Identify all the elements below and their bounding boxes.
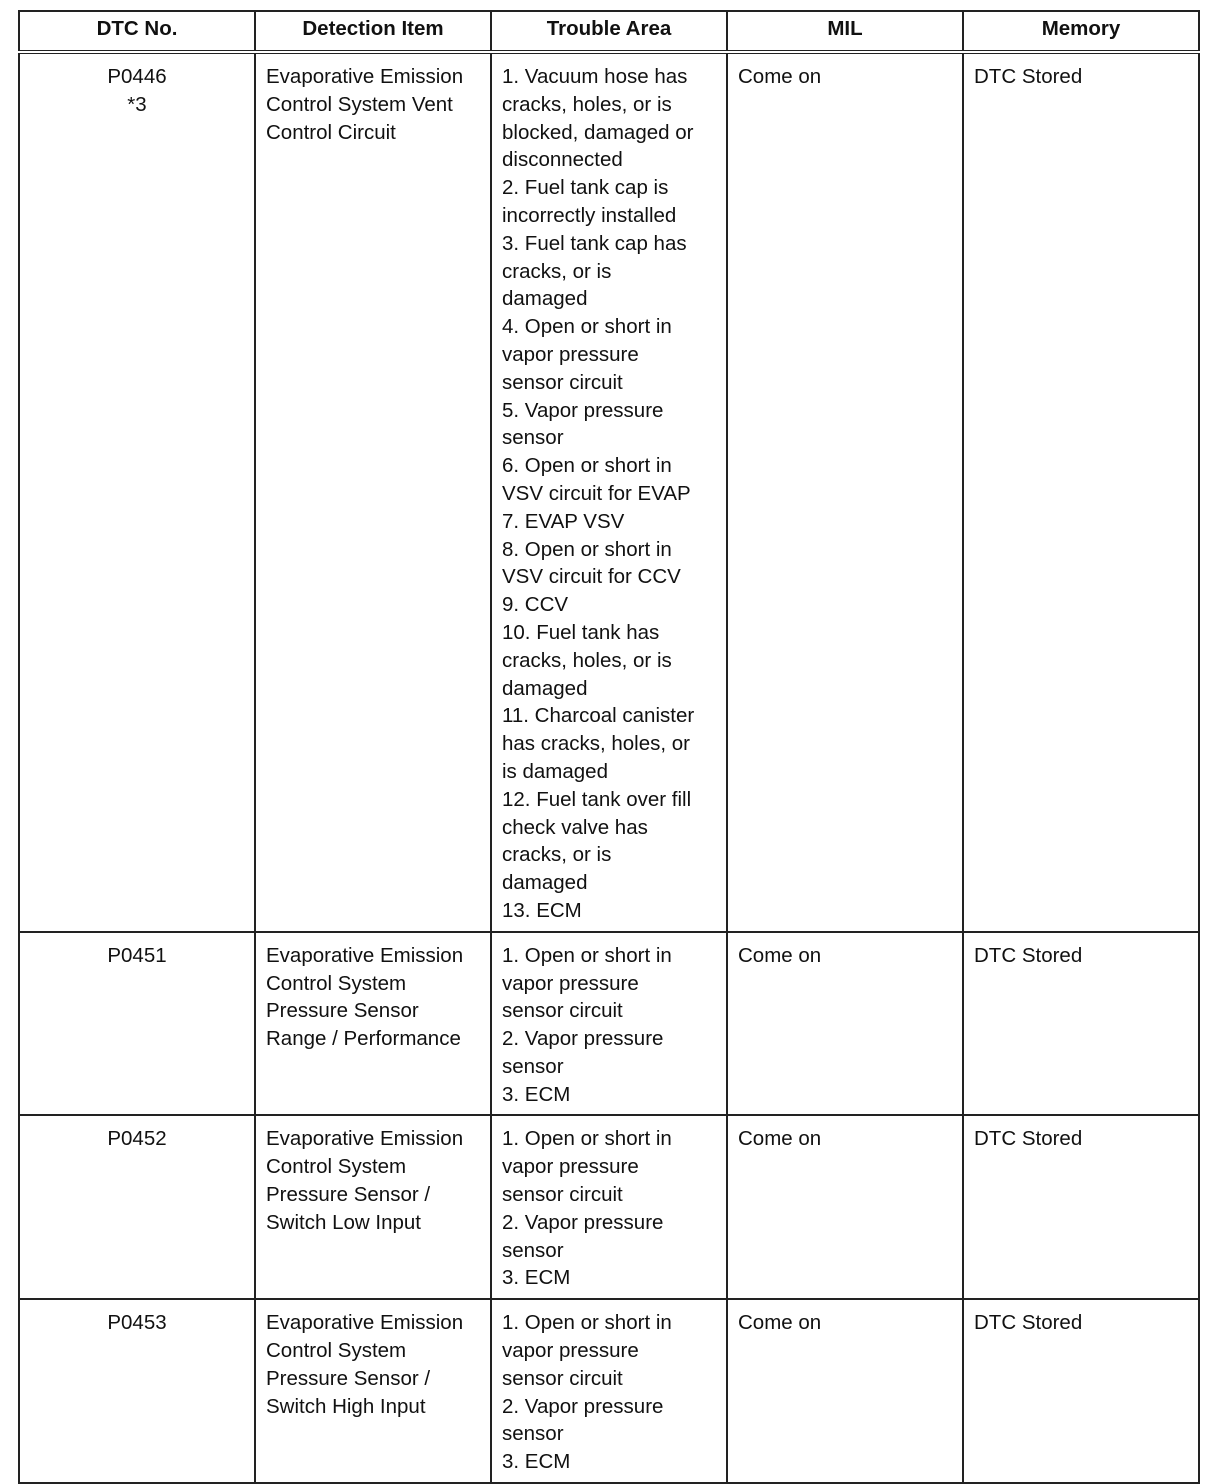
trouble-area-line: 9. CCV	[502, 593, 569, 617]
trouble-area-line: 3. ECM	[502, 1266, 571, 1290]
header-memory: Memory	[963, 11, 1199, 52]
trouble-area-line: 2. Vapor pressure	[502, 1394, 664, 1418]
trouble-area-line: sensor circuit	[502, 370, 623, 394]
detection-item-line: Evaporative Emission	[266, 943, 464, 967]
trouble-area-line: cracks, holes, or is	[502, 648, 672, 672]
mil-status: Come on	[727, 1115, 963, 1299]
table-row	[19, 52, 1199, 932]
trouble-area-line: is damaged	[502, 759, 608, 783]
detection-item-line: Control System	[266, 971, 407, 995]
table-row	[19, 1115, 1199, 1299]
detection-item	[255, 1299, 491, 1483]
trouble-area-line: damaged	[502, 287, 588, 311]
detection-item	[255, 52, 491, 932]
trouble-area-line: check valve has	[502, 815, 648, 839]
trouble-area-line: damaged	[502, 871, 588, 895]
trouble-area-line: 2. Fuel tank cap is	[502, 176, 669, 200]
trouble-area	[491, 52, 727, 932]
header-trouble-area: Trouble Area	[491, 11, 727, 52]
dtc-number	[19, 52, 255, 932]
trouble-area-line: sensor circuit	[502, 1366, 623, 1390]
trouble-area-line: 11. Charcoal canister	[502, 704, 695, 728]
dtc-number-line: *3	[127, 92, 147, 116]
trouble-area-line: 1. Open or short in	[502, 1311, 672, 1335]
detection-item-line: Control Circuit	[266, 120, 396, 144]
trouble-area-line: 12. Fuel tank over fill	[502, 787, 692, 811]
trouble-area-line: sensor circuit	[502, 999, 623, 1023]
table-row	[19, 1299, 1199, 1483]
trouble-area-line: vapor pressure	[502, 1155, 639, 1179]
trouble-area-line: 7. EVAP VSV	[502, 509, 625, 533]
dtc-number	[19, 1115, 255, 1299]
trouble-area-line: 2. Vapor pressure	[502, 1210, 664, 1234]
table-body	[19, 52, 1199, 1483]
trouble-area-line: 13. ECM	[502, 898, 582, 922]
trouble-area-line: VSV circuit for CCV	[502, 565, 681, 589]
detection-item-line: Evaporative Emission	[266, 1127, 464, 1151]
detection-item-line: Evaporative Emission	[266, 1311, 464, 1335]
memory-status: DTC Stored	[963, 52, 1199, 932]
trouble-area-line: has cracks, holes, or	[502, 732, 690, 756]
detection-item-line: Switch High Input	[266, 1394, 426, 1418]
dtc-number	[19, 932, 255, 1116]
detection-item-line: Evaporative Emission	[266, 65, 464, 88]
trouble-area-line: 6. Open or short in	[502, 454, 672, 478]
trouble-area-line: blocked, damaged or	[502, 120, 694, 144]
trouble-area-line: sensor	[502, 1422, 564, 1446]
header-row	[19, 11, 1199, 52]
trouble-area-line: 5. Vapor pressure	[502, 398, 664, 422]
trouble-area-line: cracks, holes, or is	[502, 92, 672, 116]
detection-item-line: Control System	[266, 1155, 407, 1179]
detection-item-line: Control System	[266, 1339, 407, 1363]
detection-item-line: Pressure Sensor /	[266, 1366, 431, 1390]
dtc-number-line: P0452	[107, 1127, 167, 1151]
detection-item-line: Pressure Sensor	[266, 999, 419, 1023]
trouble-area-line: sensor	[502, 1238, 564, 1262]
dtc-number-line: P0453	[107, 1311, 167, 1335]
detection-item-line: Pressure Sensor /	[266, 1183, 431, 1207]
trouble-area-line: vapor pressure	[502, 1339, 639, 1363]
dtc-number-line: P0446	[107, 65, 167, 88]
trouble-area-line: cracks, or is	[502, 843, 612, 867]
detection-item-line: Range / Performance	[266, 1027, 461, 1051]
memory-status: DTC Stored	[963, 932, 1199, 1116]
trouble-area-line: incorrectly installed	[502, 203, 677, 227]
trouble-area-line: sensor circuit	[502, 1183, 623, 1207]
trouble-area-line: vapor pressure	[502, 971, 639, 995]
trouble-area-line: sensor	[502, 1054, 564, 1078]
trouble-area-line: 1. Vacuum hose has	[502, 65, 688, 88]
mil-status: Come on	[727, 52, 963, 932]
trouble-area-line: 3. Fuel tank cap has	[502, 231, 687, 255]
trouble-area-line: cracks, or is	[502, 259, 612, 283]
trouble-area	[491, 1115, 727, 1299]
mil-status: Come on	[727, 932, 963, 1116]
detection-item	[255, 1115, 491, 1299]
mil-status: Come on	[727, 1299, 963, 1483]
dtc-number	[19, 1299, 255, 1483]
trouble-area-line: 2. Vapor pressure	[502, 1027, 664, 1051]
trouble-area-line: 4. Open or short in	[502, 315, 672, 339]
header-dtc-no: DTC No.	[19, 11, 255, 52]
dtc-number-line: P0451	[107, 943, 167, 967]
trouble-area-line: sensor	[502, 426, 564, 450]
trouble-area-line: damaged	[502, 676, 588, 700]
detection-item	[255, 932, 491, 1116]
memory-status: DTC Stored	[963, 1115, 1199, 1299]
trouble-area-line: vapor pressure	[502, 342, 639, 366]
trouble-area	[491, 932, 727, 1116]
trouble-area-line: 3. ECM	[502, 1450, 571, 1474]
trouble-area	[491, 1299, 727, 1483]
trouble-area-line: 1. Open or short in	[502, 1127, 672, 1151]
detection-item-line: Control System Vent	[266, 92, 453, 116]
dtc-table	[18, 10, 1200, 1484]
trouble-area-line: VSV circuit for EVAP	[502, 481, 691, 505]
header-detection-item: Detection Item	[255, 11, 491, 52]
trouble-area-line: 8. Open or short in	[502, 537, 672, 561]
detection-item-line: Switch Low Input	[266, 1210, 421, 1234]
trouble-area-line: 10. Fuel tank has	[502, 620, 660, 644]
table-row	[19, 932, 1199, 1116]
trouble-area-line: 1. Open or short in	[502, 943, 672, 967]
trouble-area-line: 3. ECM	[502, 1082, 571, 1106]
header-mil: MIL	[727, 11, 963, 52]
trouble-area-line: disconnected	[502, 148, 623, 172]
memory-status: DTC Stored	[963, 1299, 1199, 1483]
